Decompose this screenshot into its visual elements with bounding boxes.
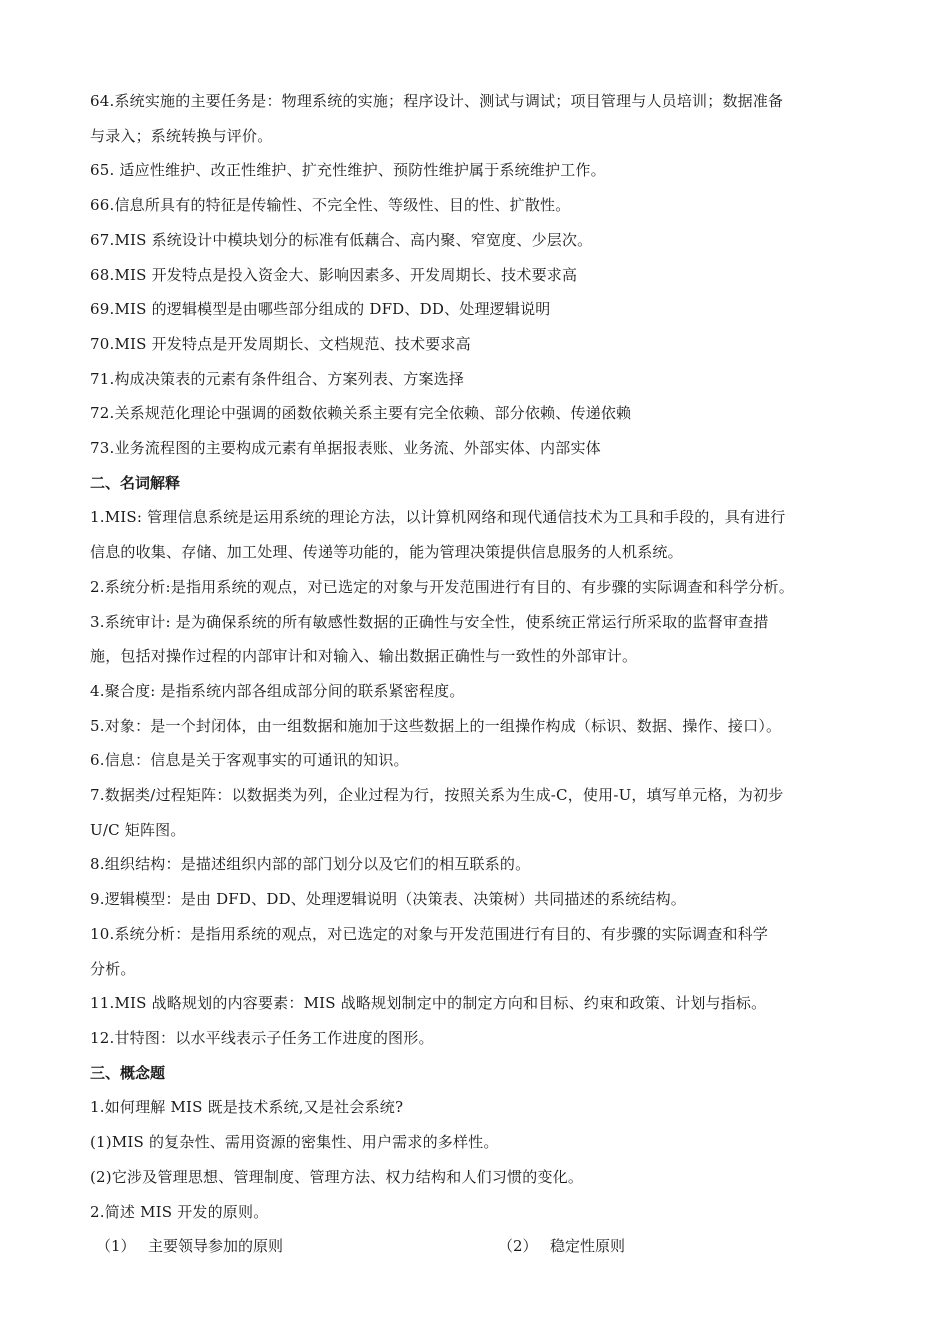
principle-number: （2）	[498, 1237, 538, 1256]
list-item: 73.业务流程图的主要构成元素有单据报表账、业务流、外部实体、内部实体	[90, 439, 601, 458]
list-item: 67.MIS 系统设计中模块划分的标准有低藕合、高内聚、窄宽度、少层次。	[90, 230, 593, 249]
list-item: 8.组织结构：是描述组织内部的部门划分以及它们的相互联系的。	[90, 855, 531, 874]
list-item: 68.MIS 开发特点是投入资金大、影响因素多、开发周期长、技术要求高	[90, 265, 578, 284]
section-heading-concepts: 三、概念题	[90, 1063, 166, 1082]
list-item: 5.对象：是一个封闭体，由一组数据和施加于这些数据上的一组操作构成（标识、数据、操作、接口）。	[90, 716, 782, 735]
terms-list	[90, 500, 880, 1055]
principles-row	[90, 1229, 880, 1264]
list-item: 71.构成决策表的元素有条件组合、方案列表、方案选择	[90, 369, 465, 388]
principle-text: 稳定性原则	[550, 1237, 626, 1256]
list-item	[90, 917, 880, 986]
list-item: 4.聚合度: 是指系统内部各组成部分间的联系紧密程度。	[90, 681, 465, 700]
item-line: 1.MIS: 管理信息系统是运用系统的理论方法，以计算机网络和现代通信技术为工具和手段的，具有进行	[90, 508, 786, 527]
question-list-top	[90, 84, 880, 466]
list-item: 2.系统分析:是指用系统的观点，对已选定的对象与开发范围进行有目的、有步骤的实际调查和科学分析。	[90, 577, 794, 596]
list-item: 69.MIS 的逻辑模型是由哪些部分组成的 DFD、DD、处理逻辑说明	[90, 300, 551, 319]
item-line: 与录入；系统转换与评价。	[90, 126, 273, 145]
question-line: 2.简述 MIS 开发的原则。	[90, 1202, 269, 1221]
list-item: 12.甘特图：以水平线表示子任务工作进度的图形。	[90, 1028, 434, 1047]
item-line: 7.数据类/过程矩阵：以数据类为列，企业过程为行，按照关系为生成-C，使用-U，填写单元格，为初步	[90, 786, 784, 805]
item-line: 信息的收集、存储、加工处理、传递等功能的，能为管理决策提供信息服务的人机系统。	[90, 543, 683, 562]
section-heading-terms: 二、名词解释	[90, 473, 181, 492]
concepts-list	[90, 1090, 880, 1264]
item-line: 64.系统实施的主要任务是：物理系统的实施；程序设计、测试与调试；项目管理与人员培训；数据准备	[90, 92, 784, 110]
item-line: U/C 矩阵图。	[90, 820, 186, 839]
principle-item	[96, 1229, 283, 1264]
answer-line: (2)它涉及管理思想、管理制度、管理方法、权力结构和人们习惯的变化。	[90, 1167, 584, 1186]
question-line: 1.如何理解 MIS 既是技术系统,又是社会系统?	[90, 1098, 404, 1117]
list-item	[90, 500, 880, 569]
list-item: 6.信息：信息是关于客观事实的可通讯的知识。	[90, 751, 409, 770]
item-line: 分析。	[90, 959, 136, 978]
item-line: 施，包括对操作过程的内部审计和对输入、输出数据正确性与一致性的外部审计。	[90, 647, 638, 666]
principle-item	[498, 1229, 625, 1264]
item-line: 3.系统审计: 是为确保系统的所有敏感性数据的正确性与安全性，使系统正常运行所采取的监督审查措	[90, 612, 769, 631]
principle-text: 主要领导参加的原则	[148, 1237, 284, 1256]
list-item: 70.MIS 开发特点是开发周期长、文档规范、技术要求高	[90, 334, 471, 353]
list-item	[90, 84, 880, 153]
list-item: 72.关系规范化理论中强调的函数依赖关系主要有完全依赖、部分依赖、传递依赖	[90, 404, 632, 423]
list-item: 66.信息所具有的特征是传输性、不完全性、等级性、目的性、扩散性。	[90, 196, 571, 215]
list-item: 11.MIS 战略规划的内容要素：MIS 战略规划制定中的制定方向和目标、约束和政策、计划与指标。	[90, 994, 767, 1013]
list-item: 9.逻辑模型：是由 DFD、DD、处理逻辑说明（决策表、决策树）共同描述的系统结构。	[90, 890, 686, 909]
document-page	[90, 84, 880, 1264]
list-item	[90, 778, 880, 847]
item-line: 10.系统分析：是指用系统的观点，对已选定的对象与开发范围进行有目的、有步骤的实际调查和科学	[90, 924, 769, 943]
list-item: 65. 适应性维护、改正性维护、扩充性维护、预防性维护属于系统维护工作。	[90, 161, 606, 180]
principle-number: （1）	[96, 1237, 136, 1256]
list-item	[90, 605, 880, 674]
answer-line: (1)MIS 的复杂性、需用资源的密集性、用户需求的多样性。	[90, 1133, 499, 1152]
